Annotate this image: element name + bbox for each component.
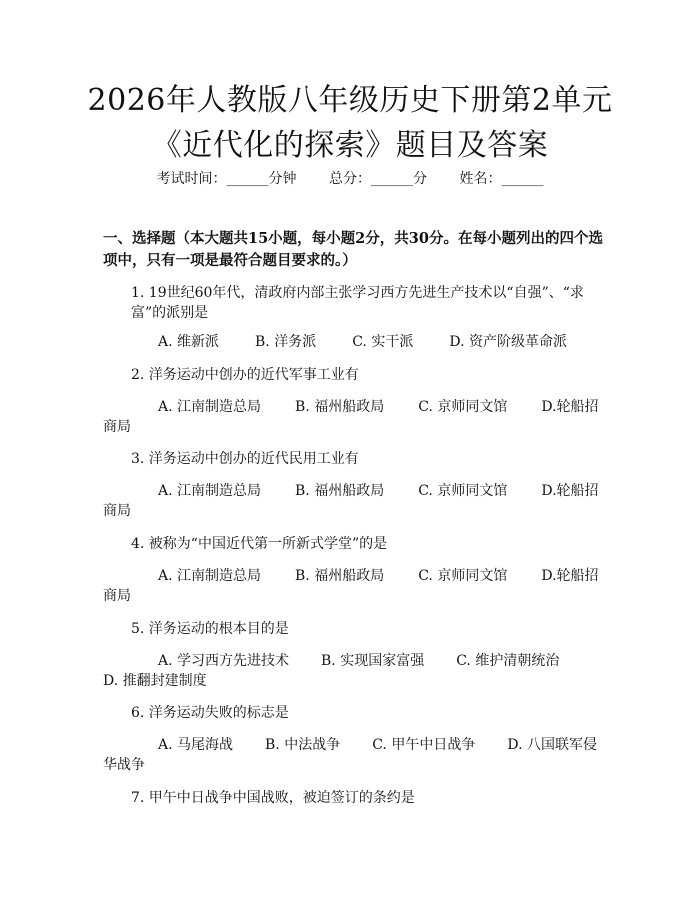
option-d: D.轮船招商局 — [103, 399, 599, 435]
option-a: A. 维新派 — [158, 334, 220, 350]
exam-meta — [0, 168, 700, 188]
question-options-3 — [103, 481, 603, 521]
option-c: C. 甲午中日战争 — [372, 737, 476, 753]
question-text: 2. 洋务运动中创办的近代军事工业有 — [131, 367, 359, 383]
page-title: 2026年人教版八年级历史下册第2单元《近代化的探索》题目及答案 — [87, 83, 613, 163]
option-b: B. 洋务派 — [255, 334, 317, 350]
option-a: A. 马尾海战 — [158, 737, 234, 753]
question-stem-3 — [103, 449, 603, 469]
option-a: A. 学习西方先进技术 — [158, 653, 290, 669]
question-stem-7 — [103, 788, 603, 808]
option-d: D.轮船招商局 — [103, 568, 599, 604]
question-text: 7. 甲午中日战争中国战败，被迫签订的条约是 — [131, 790, 415, 806]
option-b: B. 福州船政局 — [295, 483, 385, 499]
question-stem-4 — [103, 534, 603, 554]
option-c: C. 实干派 — [352, 334, 414, 350]
question-text: 3. 洋务运动中创办的近代民用工业有 — [131, 451, 359, 467]
option-a: A. 江南制造总局 — [158, 483, 262, 499]
option-c: C. 京师同文馆 — [418, 568, 508, 584]
question-text: 6. 洋务运动失败的标志是 — [131, 705, 289, 721]
question-text: 5. 洋务运动的根本目的是 — [131, 621, 289, 637]
option-b: B. 福州船政局 — [295, 399, 385, 415]
option-c: C. 京师同文馆 — [418, 399, 508, 415]
option-d: D. 资产阶级革命派 — [449, 334, 567, 350]
student-name-field: 姓名：______ — [459, 171, 544, 187]
question-options-6 — [103, 735, 603, 775]
option-b: B. 实现国家富强 — [321, 653, 425, 669]
option-b: B. 中法战争 — [265, 737, 341, 753]
question-stem-2 — [103, 365, 603, 385]
option-c: C. 京师同文馆 — [418, 483, 508, 499]
total-score-field: 总分：______分 — [329, 171, 427, 187]
question-options-5 — [103, 651, 603, 691]
question-options-1 — [103, 332, 603, 352]
option-b: B. 福州船政局 — [295, 568, 385, 584]
option-d: D. 八国联军侵华战争 — [103, 737, 597, 773]
question-options-4 — [103, 566, 603, 606]
question-stem-5 — [103, 619, 603, 639]
option-a: A. 江南制造总局 — [158, 399, 262, 415]
question-text: 4. 被称为“中国近代第一所新式学堂”的是 — [131, 536, 388, 552]
option-c: C. 维护清朝统治 — [456, 653, 560, 669]
section-heading: 一、选择题（本大题共15小题，每小题2分，共30分。在每小题列出的四个选项中，只有一项是最符合题目要求的。） — [103, 230, 603, 269]
question-text: 1. 19世纪60年代，清政府内部主张学习西方先进生产技术以“自强”、“求富”的派别是 — [131, 285, 584, 321]
question-stem-6 — [103, 703, 603, 723]
option-d: D.轮船招商局 — [103, 483, 599, 519]
exam-time-field: 考试时间：______分钟 — [156, 171, 297, 187]
option-a: A. 江南制造总局 — [158, 568, 262, 584]
question-stem-1 — [103, 283, 603, 323]
question-options-2 — [103, 397, 603, 437]
option-d: D. 推翻封建制度 — [103, 673, 207, 689]
